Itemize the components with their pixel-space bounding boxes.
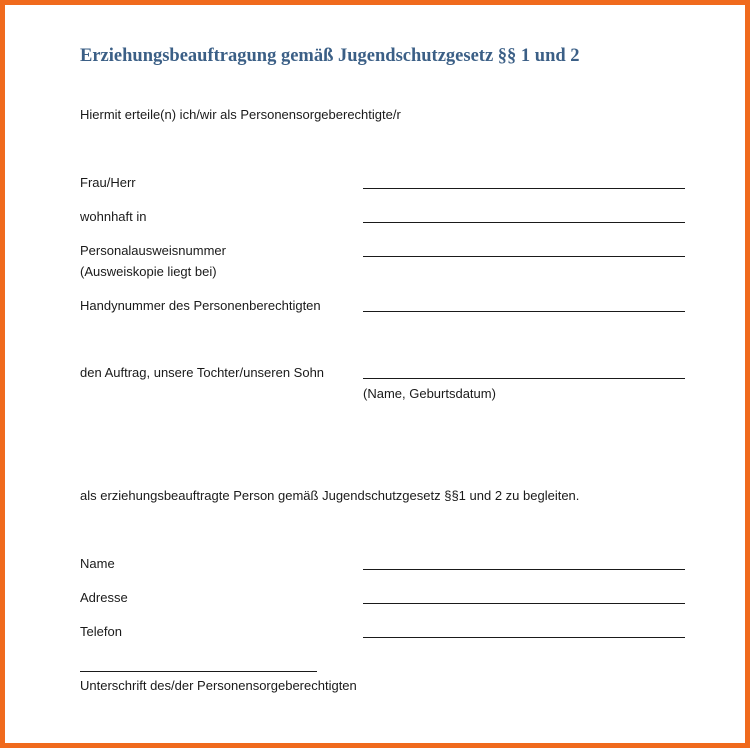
- label-handynummer: Handynummer des Personenberechtigten: [80, 298, 321, 313]
- label-adresse: Adresse: [80, 590, 128, 605]
- signature-label: Unterschrift des/der Personensorgeberechtigten: [80, 678, 357, 693]
- label-telefon: Telefon: [80, 624, 122, 639]
- label-frau-herr: Frau/Herr: [80, 175, 136, 190]
- fill-line-telefon[interactable]: [363, 637, 685, 638]
- intro-text: Hiermit erteile(n) ich/wir als Personensorgeberechtigte/r: [80, 107, 401, 122]
- label-personalausweis: Personalausweisnummer: [80, 243, 226, 258]
- hint-name-geburtsdatum: (Name, Geburtsdatum): [363, 386, 496, 401]
- sublabel-ausweiskopie: (Ausweiskopie liegt bei): [80, 264, 217, 279]
- purpose-text: als erziehungsbeauftragte Person gemäß Jugendschutzgesetz §§1 und 2 zu begleiten.: [80, 488, 580, 503]
- fill-line-child[interactable]: [363, 378, 685, 379]
- fill-line-frau-herr[interactable]: [363, 188, 685, 189]
- label-wohnhaft: wohnhaft in: [80, 209, 147, 224]
- signature-line[interactable]: [80, 671, 317, 672]
- fill-line-personalausweis[interactable]: [363, 256, 685, 257]
- fill-line-wohnhaft[interactable]: [363, 222, 685, 223]
- fill-line-handynummer[interactable]: [363, 311, 685, 312]
- label-name: Name: [80, 556, 115, 571]
- fill-line-adresse[interactable]: [363, 603, 685, 604]
- document-title: Erziehungsbeauftragung gemäß Jugendschutzgesetz §§ 1 und 2: [80, 46, 580, 66]
- label-auftrag: den Auftrag, unsere Tochter/unseren Sohn: [80, 365, 325, 380]
- fill-line-name[interactable]: [363, 569, 685, 570]
